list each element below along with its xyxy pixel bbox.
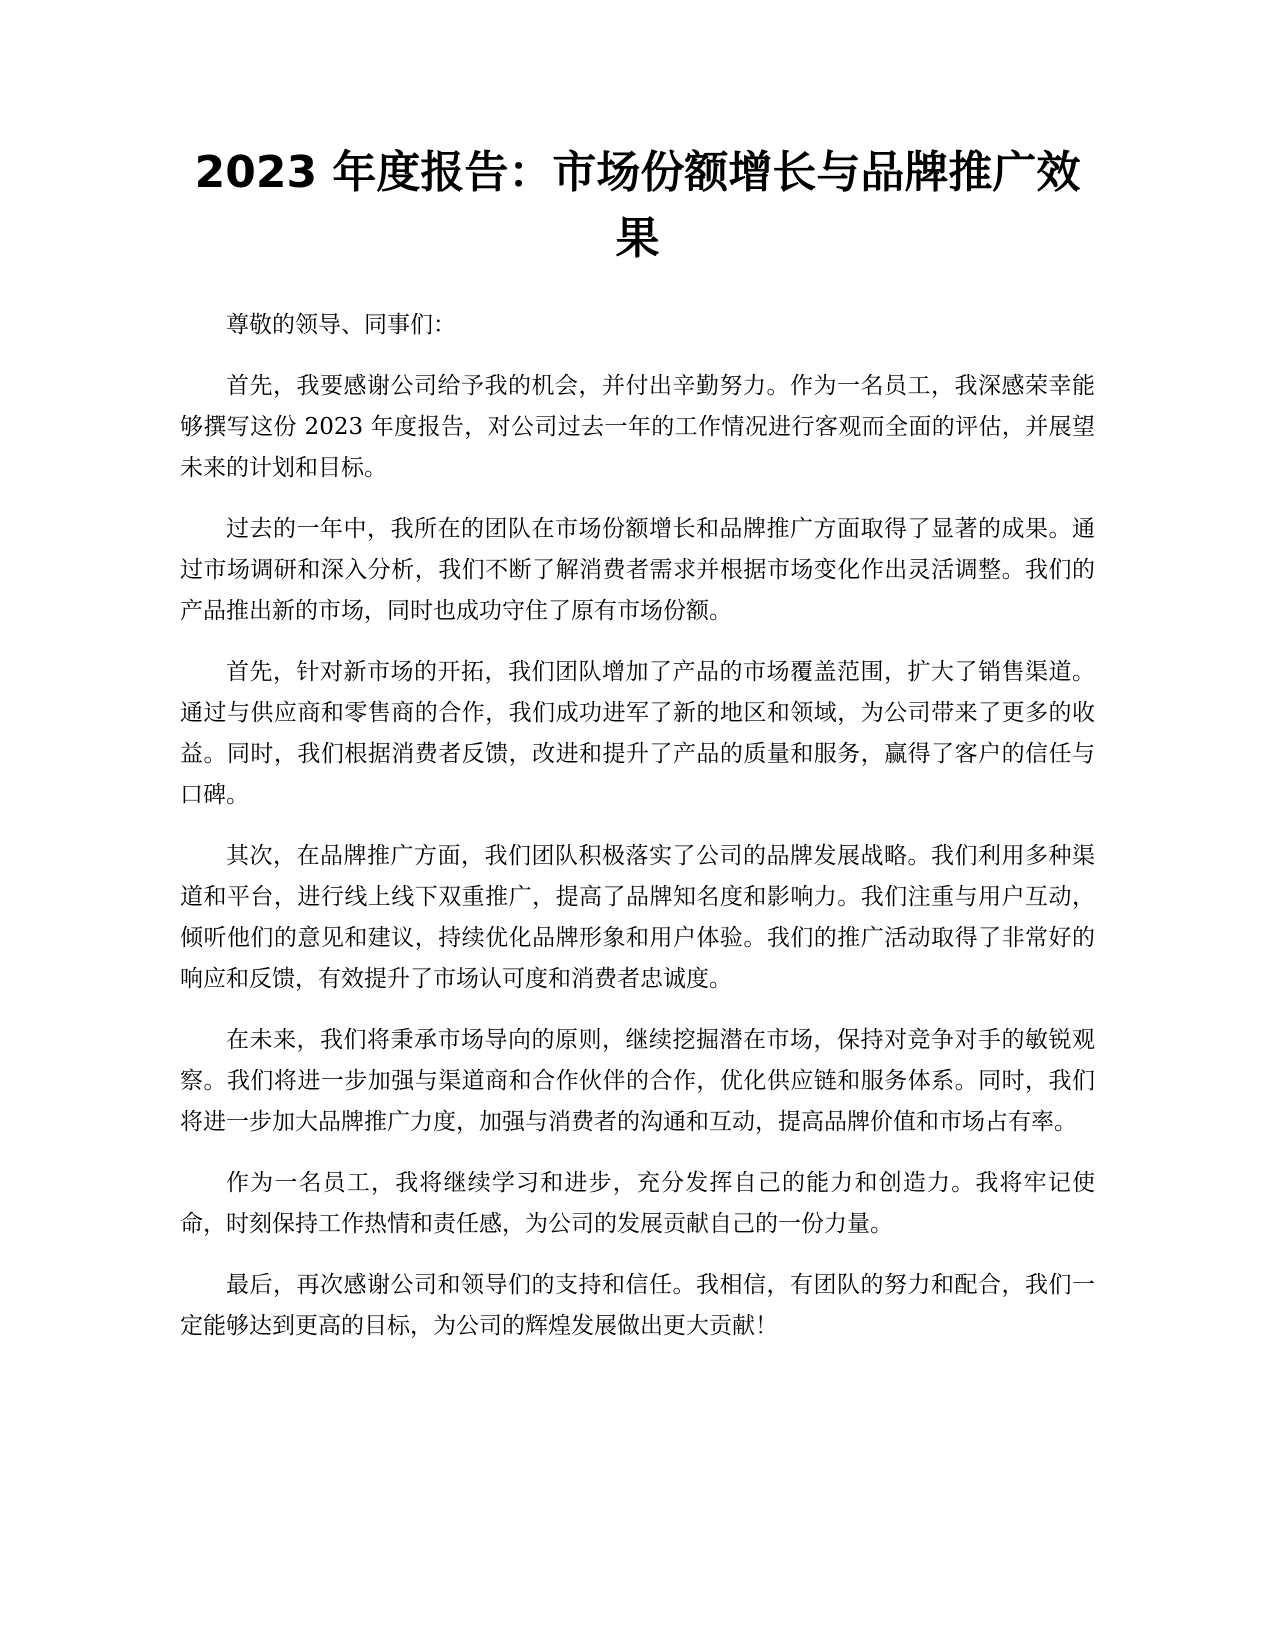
- paragraph-7: 最后，再次感谢公司和领导们的支持和信任。我相信，有团队的努力和配合，我们一定能够达到更高的目标，为公司的辉煌发展做出更大贡献！: [180, 1272, 1095, 1339]
- paragraph-3: 首先，针对新市场的开拓，我们团队增加了产品的市场覆盖范围，扩大了销售渠道。通过与供应商和零售商的合作，我们成功进军了新的地区和领域，为公司带来了更多的收益。同时，我们根据消费者反馈，改进和提升了产品的质量和服务，赢得了客户的信任与口碑。: [180, 659, 1095, 808]
- paragraph-6: 作为一名员工，我将继续学习和进步，充分发挥自己的能力和创造力。我将牢记使命，时刻保持工作热情和责任感，为公司的发展贡献自己的一份力量。: [180, 1170, 1095, 1237]
- paragraph-1: 首先，我要感谢公司给予我的机会，并付出辛勤努力。作为一名员工，我深感荣幸能够撰写这份 2023 年度报告，对公司过去一年的工作情况进行客观而全面的评估，并展望未来的计划和目标。: [180, 373, 1095, 481]
- paragraph-2: 过去的一年中，我所在的团队在市场份额增长和品牌推广方面取得了显著的成果。通过市场调研和深入分析，我们不断了解消费者需求并根据市场变化作出灵活调整。我们的产品推出新的市场，同时也成功守住了原有市场份额。: [180, 516, 1095, 624]
- salutation: 尊敬的领导、同事们：: [226, 312, 456, 338]
- document-title: 2023 年度报告：市场份额增长与品牌推广效果: [194, 147, 1081, 264]
- paragraph-5: 在未来，我们将秉承市场导向的原则，继续挖掘潜在市场，保持对竞争对手的敏锐观察。我们将进一步加强与渠道商和合作伙伴的合作，优化供应链和服务体系。同时，我们将进一步加大品牌推广力度，加强与消费者的沟通和互动，提高品牌价值和市场占有率。: [180, 1027, 1095, 1135]
- paragraph-4: 其次，在品牌推广方面，我们团队积极落实了公司的品牌发展战略。我们利用多种渠道和平台，进行线上线下双重推广，提高了品牌知名度和影响力。我们注重与用户互动，倾听他们的意见和建议，持续优化品牌形象和用户体验。我们的推广活动取得了非常好的响应和反馈，有效提升了市场认可度和消费者忠诚度。: [180, 843, 1095, 992]
- document-body: [180, 305, 1095, 1367]
